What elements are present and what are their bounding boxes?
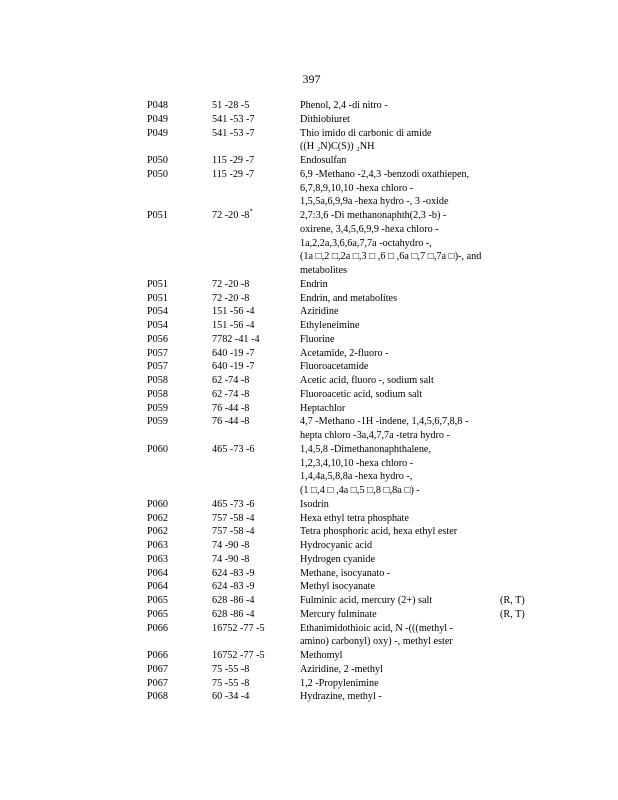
substance-name-line: amino) carbonyl) oxy) -, methyl ester — [300, 636, 453, 648]
table-row — [0, 168, 618, 209]
cas-number: 115 -29 -7 — [212, 168, 255, 180]
substance-name-line: 1,2 -Propylenimine — [300, 677, 379, 689]
cas-number: 74 -90 -8 — [212, 540, 250, 551]
substance-name — [300, 622, 500, 650]
substance-name — [300, 567, 500, 581]
table-row — [0, 580, 618, 594]
substance-name — [300, 512, 500, 526]
cas-number: 640 -19 -7 — [212, 361, 255, 373]
substance-name — [300, 168, 500, 209]
substance-name — [300, 663, 500, 677]
table-row — [0, 360, 618, 374]
substance-name-line: Fluoroacetic acid, sodium salt — [300, 388, 423, 400]
substance-name-line: 1,4,4a,5,8,8a -hexa hydro -, — [300, 471, 413, 483]
table-row — [0, 333, 618, 347]
substance-name-line: Acetamide, 2-fluoro - — [300, 347, 389, 359]
table-row — [0, 127, 618, 155]
waste-code: P062 — [147, 512, 168, 524]
substance-name-line: Methane, isocyanato - — [300, 567, 391, 579]
substance-name-line: Hydrocyanic acid — [300, 540, 373, 551]
substance-name-line: 4,7 -Methano -1H -indene, 1,4,5,6,7,8,8 - — [300, 416, 469, 428]
waste-code: P048 — [147, 100, 168, 111]
substance-name-line: Endrin — [300, 278, 328, 290]
substance-name-line: 6,7,8,9,10,10 -hexa chloro - — [300, 182, 414, 194]
cas-number: 75 -55 -8 — [212, 663, 250, 675]
cas-number: 624 -83 -9 — [212, 581, 255, 593]
cas-number: 72 -20 -8* — [212, 207, 253, 221]
substance-name-line: Hydrazine, methyl - — [300, 691, 382, 703]
table-row — [0, 553, 618, 567]
waste-code: P049 — [147, 113, 168, 125]
substance-name — [300, 154, 500, 168]
substance-name — [300, 539, 500, 553]
substance-name — [300, 677, 500, 691]
substance-name-line: Hydrogen cyanide — [300, 553, 375, 565]
waste-code: P063 — [147, 540, 168, 551]
substance-name-line: 1,2,3,4,10,10 -hexa chloro - — [300, 457, 414, 469]
waste-code: P056 — [147, 333, 168, 345]
substance-name-line: 1,5,5a,6,9,9a -hexa hydro -, 3 -oxide — [300, 196, 449, 208]
cas-number: 465 -73 -6 — [212, 498, 255, 510]
waste-code: P067 — [147, 677, 168, 689]
hazard-code: (R, T) — [500, 608, 525, 620]
substance-name-line: Fulminic acid, mercury (2+) salt — [300, 595, 433, 606]
substance-name — [300, 553, 500, 567]
cas-number: 62 -74 -8 — [212, 375, 250, 386]
substance-name — [300, 292, 500, 306]
waste-code: P065 — [147, 595, 168, 606]
cas-number: 541 -53 -7 — [212, 127, 255, 139]
table-row — [0, 388, 618, 402]
waste-code: P049 — [147, 127, 168, 139]
waste-code: P058 — [147, 375, 168, 386]
substance-name-line: Ethanimidothioic acid, N -(((methyl - — [300, 622, 454, 634]
substance-name-line: 1,4,5,8 -Dimethanonaphthalene, — [300, 443, 431, 455]
table-row — [0, 347, 618, 361]
cas-number: 640 -19 -7 — [212, 347, 255, 359]
cas-number: 151 -56 -4 — [212, 320, 255, 331]
waste-code: P057 — [147, 347, 168, 359]
cas-number: 757 -58 -4 — [212, 526, 255, 538]
substance-name — [300, 402, 500, 416]
substance-name-line: Aziridine — [300, 306, 339, 318]
substance-name — [300, 498, 500, 512]
cas-number: 16752 -77 -5 — [212, 622, 265, 634]
substance-name — [300, 443, 500, 498]
table-row — [0, 567, 618, 581]
substance-name — [300, 99, 500, 113]
cas-number: 151 -56 -4 — [212, 306, 255, 318]
substance-name-line: 6,9 -Methano -2,4,3 -benzodi oxathiepen, — [300, 168, 470, 180]
waste-code: P054 — [147, 306, 168, 318]
waste-code: P066 — [147, 622, 168, 634]
table-row — [0, 443, 618, 498]
cas-number: 628 -86 -4 — [212, 608, 255, 620]
cas-number: 7782 -41 -4 — [212, 333, 260, 345]
waste-code: P062 — [147, 526, 168, 538]
substance-name-line: Methomyl — [300, 650, 343, 661]
substance-name-line: metabolites — [300, 265, 347, 276]
substance-name — [300, 209, 500, 278]
substance-name-line: Heptachlor — [300, 402, 346, 414]
table-row — [0, 525, 618, 539]
substance-name — [300, 525, 500, 539]
cas-number: 541 -53 -7 — [212, 113, 255, 125]
substance-name-line: Methyl isocyanate — [300, 581, 375, 593]
substance-name-line: Phenol, 2,4 -di nitro - — [300, 100, 388, 111]
substance-name-line: Endrin, and metabolites — [300, 292, 398, 304]
table-row — [0, 649, 618, 663]
cas-number: 624 -83 -9 — [212, 567, 255, 579]
substance-name — [300, 347, 500, 361]
substance-name — [300, 319, 500, 333]
substance-name-line: Thio imido di carbonic di amide — [300, 127, 432, 139]
substance-name-line: Tetra phosphoric acid, hexa ethyl ester — [300, 526, 458, 538]
waste-code: P064 — [147, 581, 168, 593]
substance-name — [300, 127, 500, 155]
substance-name — [300, 333, 500, 347]
waste-code: P050 — [147, 155, 168, 166]
substance-name — [300, 374, 500, 388]
waste-code: P068 — [147, 691, 168, 703]
cas-number: 76 -44 -8 — [212, 402, 250, 414]
table-row — [0, 319, 618, 333]
substance-name-line: oxirene, 3,4,5,6,9,9 -hexa chloro - — [300, 223, 439, 235]
substance-name — [300, 305, 500, 319]
waste-code: P057 — [147, 361, 168, 373]
cas-number: 465 -73 -6 — [212, 443, 255, 455]
substance-name-line: 2,7:3,6 -Di methanonaphth(2,3 -b) - — [300, 210, 447, 221]
waste-code: P059 — [147, 416, 168, 428]
substance-name-line: Mercury fulminate — [300, 608, 377, 620]
table-row — [0, 594, 618, 608]
waste-code: P063 — [147, 553, 168, 565]
hazard-code: (R, T) — [500, 595, 525, 606]
table-row — [0, 498, 618, 512]
substance-name-line: Fluorine — [300, 333, 335, 345]
table-row — [0, 278, 618, 292]
table-row — [0, 622, 618, 650]
table-row — [0, 663, 618, 677]
waste-code: P067 — [147, 663, 168, 675]
cas-number: 628 -86 -4 — [212, 595, 255, 606]
page-number: 397 — [302, 72, 321, 86]
cas-number: 75 -55 -8 — [212, 677, 250, 689]
waste-code: P059 — [147, 402, 168, 414]
table-row — [0, 608, 618, 622]
table-row — [0, 677, 618, 691]
substance-name-line: Aziridine, 2 -methyl — [300, 663, 383, 675]
waste-code: P051 — [147, 210, 168, 221]
cas-number: 115 -29 -7 — [212, 155, 255, 166]
table-row — [0, 99, 618, 113]
substance-name — [300, 649, 500, 663]
waste-code: P051 — [147, 292, 168, 304]
cas-number: 74 -90 -8 — [212, 553, 250, 565]
waste-code: P064 — [147, 567, 168, 579]
cas-number: 51 -28 -5 — [212, 100, 250, 111]
cas-number: 16752 -77 -5 — [212, 650, 265, 661]
cas-number: 60 -34 -4 — [212, 691, 250, 703]
substance-name — [300, 580, 500, 594]
table-row — [0, 154, 618, 168]
substance-name — [300, 608, 500, 622]
waste-code: P054 — [147, 320, 168, 331]
table-row — [0, 539, 618, 553]
table-row — [0, 209, 618, 278]
table-row — [0, 415, 618, 443]
waste-code: P058 — [147, 388, 168, 400]
substance-name — [300, 415, 500, 443]
substance-name-line: (1a □,2 □,2a □,3 □ ,6 □ ,6a □,7 □,7a □)-, and — [300, 251, 482, 263]
substance-name-line: Ethyleneimine — [300, 320, 360, 331]
waste-code: P050 — [147, 168, 168, 180]
substance-name-line: Dithiobiuret — [300, 113, 350, 125]
waste-code: P066 — [147, 650, 168, 661]
substance-name-line: Isodrin — [300, 498, 329, 510]
substance-name-line: Hexa ethyl tetra phosphate — [300, 512, 409, 524]
substance-name-line: hepta chloro -3a,4,7,7a -tetra hydro - — [300, 430, 450, 441]
cas-number: 76 -44 -8 — [212, 416, 250, 428]
substance-name — [300, 278, 500, 292]
waste-code: P060 — [147, 443, 168, 455]
hazardous-waste-table — [0, 99, 618, 704]
waste-code: P060 — [147, 498, 168, 510]
waste-code: P065 — [147, 608, 168, 620]
table-row — [0, 402, 618, 416]
table-row — [0, 305, 618, 319]
cas-number: 62 -74 -8 — [212, 388, 250, 400]
table-row — [0, 374, 618, 388]
substance-name-line: Endosulfan — [300, 155, 347, 166]
cas-number: 72 -20 -8 — [212, 278, 250, 290]
table-row — [0, 113, 618, 127]
cas-number: 757 -58 -4 — [212, 512, 255, 524]
substance-name-line: Acetic acid, fluoro -, sodium salt — [300, 375, 434, 386]
substance-name — [300, 360, 500, 374]
substance-name-line: (1 □,4 □ ,4a □,5 □,8 □,8a □) - — [300, 485, 420, 496]
table-row — [0, 292, 618, 306]
substance-name — [300, 388, 500, 402]
table-row — [0, 690, 618, 704]
waste-code: P051 — [147, 278, 168, 290]
cas-number: 72 -20 -8 — [212, 292, 250, 304]
substance-name — [300, 594, 500, 608]
table-row — [0, 512, 618, 526]
substance-name-line: Fluoroacetamide — [300, 361, 369, 373]
substance-name — [300, 690, 500, 704]
substance-name-line: 1a,2,2a,3,6,6a,7,7a -octahydro -, — [300, 237, 432, 249]
substance-name — [300, 113, 500, 127]
substance-name-line: ((H ₂N)C(S)) ₂NH — [300, 141, 375, 153]
